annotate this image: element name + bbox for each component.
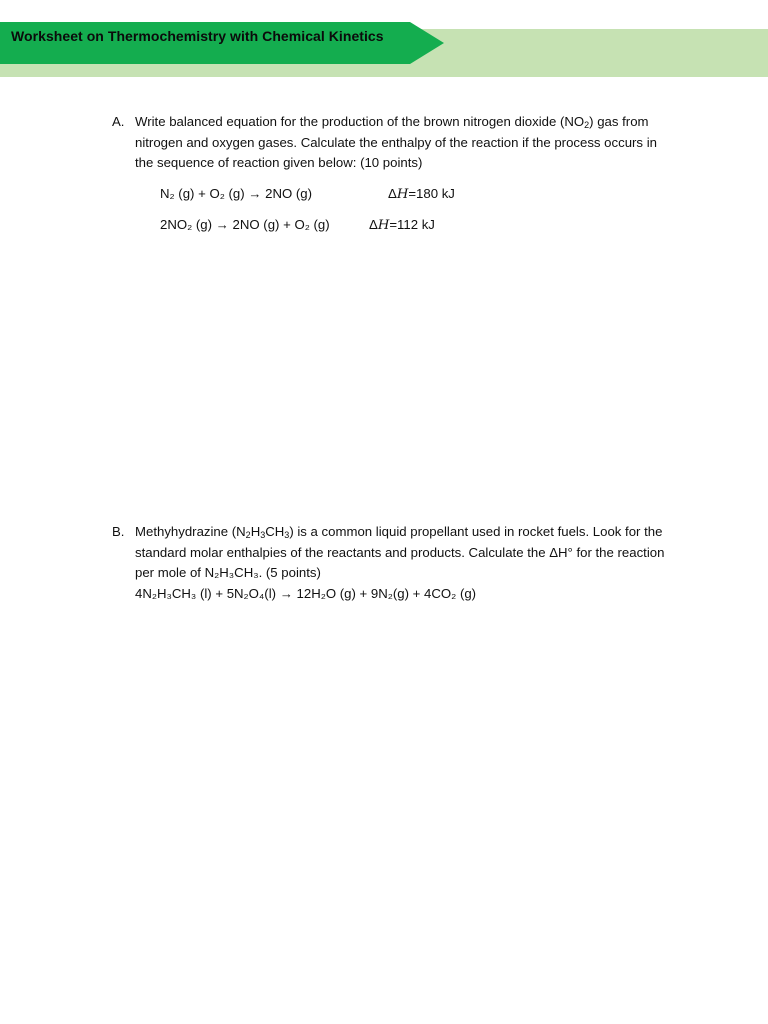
- question-a-label: A.: [112, 114, 125, 129]
- question-b-subscript-2: 3: [260, 530, 266, 540]
- enthalpy-variable: H: [396, 187, 409, 202]
- reaction-1-equation: N₂ (g) + O₂ (g) → 2NO (g): [160, 186, 313, 201]
- page-title: Worksheet on Thermochemistry with Chemical Kinetics: [11, 28, 384, 44]
- question-a-text-start: Write balanced equation for the production of the brown nitrogen dioxide (NO: [135, 114, 585, 129]
- enthalpy-value: =180 kJ: [408, 186, 455, 201]
- delta-symbol: Δ: [369, 217, 378, 232]
- enthalpy-variable: H: [377, 218, 390, 233]
- reaction-2-enthalpy: [369, 216, 435, 235]
- question-b-text-1: Methyhydrazine (N: [135, 524, 246, 539]
- question-b-equation: 4N₂H₃CH₃ (l) + 5N₂O₄(l) → 12H₂O (g) + 9N₂(g) + 4CO₂ (g): [135, 586, 477, 601]
- question-b-text-2: H: [250, 524, 261, 539]
- reaction-2-equation: 2NO₂ (g) → 2NO (g) + O₂ (g): [160, 217, 330, 232]
- question-b-subscript-3: 3: [284, 530, 290, 540]
- reaction-1-enthalpy: [388, 185, 455, 204]
- question-a-subscript: 2: [584, 120, 590, 130]
- question-b-text-3: CH: [265, 524, 285, 539]
- question-b-label: B.: [112, 524, 125, 539]
- delta-symbol: Δ: [388, 186, 397, 201]
- question-b-text-4: ) is a common liquid propellant used in rocket fuels. Look for the standard molar enthalpies of the reactants and products. Calculate the ΔH° for the reaction per mole of N₂H₃CH₃. (5 points): [135, 524, 665, 580]
- question-b-text: [135, 522, 675, 584]
- question-a-text-end: ) gas from nitrogen and oxygen gases. Calculate the enthalpy of the reaction if the process occurs in the sequence of reaction given below: (10 points): [135, 114, 657, 170]
- question-a-text: [135, 112, 675, 174]
- enthalpy-value: =112 kJ: [389, 217, 435, 232]
- question-b-subscript-1: 2: [245, 530, 251, 540]
